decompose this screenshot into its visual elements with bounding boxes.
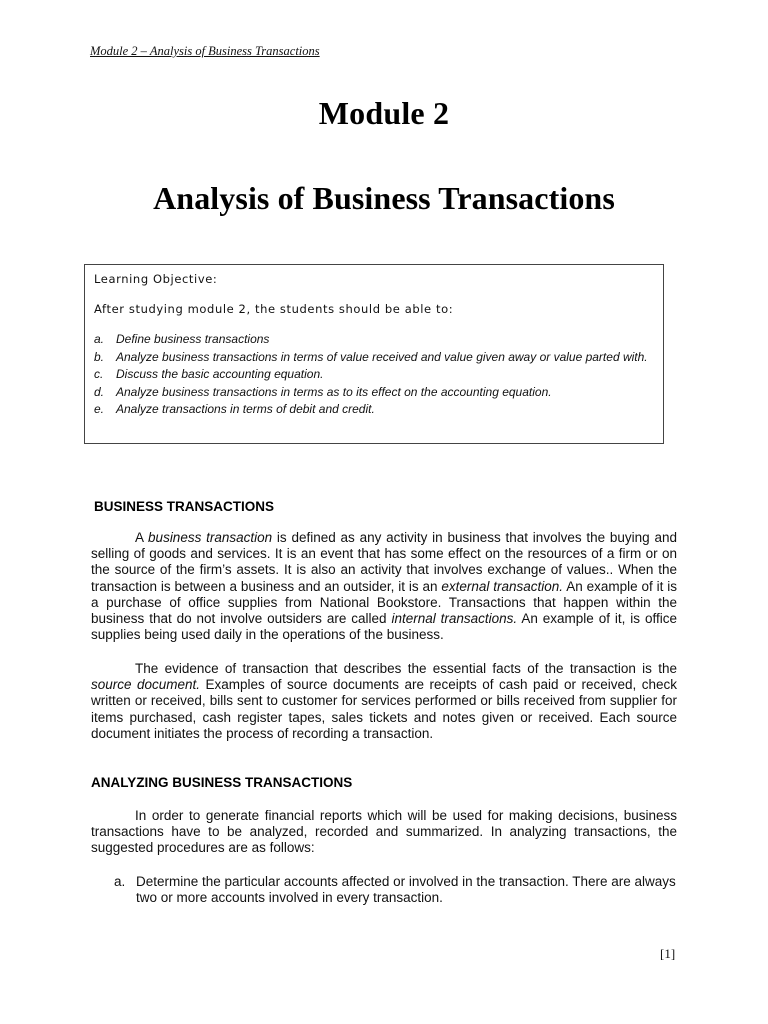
list-item-text: Analyze business transactions in terms as to its effect on the accounting equation. — [116, 384, 552, 399]
list-item — [114, 874, 680, 906]
list-item-letter: a. — [94, 332, 105, 346]
paragraph-analyzing — [91, 808, 677, 857]
list-item — [94, 366, 655, 384]
list-item-letter: b. — [94, 349, 105, 364]
module-title: Module 2 — [318, 95, 450, 131]
list-item-letter: a. — [114, 874, 126, 889]
learning-objective-box — [84, 264, 664, 444]
list-item-text: Analyze transactions in terms of debit and credit. — [116, 402, 375, 416]
paragraph-source-document — [91, 661, 677, 742]
list-item-text: Discuss the basic accounting equation. — [116, 367, 324, 381]
section-heading-analyzing: ANALYZING BUSINESS TRANSACTIONS — [91, 775, 353, 790]
list-item — [94, 384, 655, 402]
objective-label: Learning Objective: — [94, 272, 218, 286]
text-run: In order to generate financial reports which will be used for making decisions, business transactions have to be analyzed, recorded and summarized. In analyzing transactions, the suggested procedures are as follows: — [91, 808, 677, 856]
term-internal-transactions: internal transactions. — [391, 611, 518, 627]
term-business-transaction: business transaction — [148, 530, 273, 545]
list-item — [94, 401, 655, 419]
objective-intro: After studying module 2, the students should be able to: — [94, 302, 454, 316]
list-item-letter: d. — [94, 384, 105, 399]
list-item-letter: e. — [94, 402, 105, 416]
page-number: [1] — [660, 946, 676, 961]
text-run: The evidence of transaction that describes the essential facts of the transaction is the — [135, 661, 677, 676]
term-external-transaction: external transaction. — [441, 578, 564, 594]
text-run: is defined as any activity in business that involves the buying and selling of goods and services. It is an event that has some effect on the resources of a firm or on the source of the firm’s assets. It is also an activity that involves exchange of values.. When the transaction is between a business and an outsider, it is an — [91, 530, 678, 594]
list-item-text: Analyze business transactions in terms of value received and value given away or value parted with. — [116, 349, 648, 364]
section-heading-business-transactions: BUSINESS TRANSACTIONS — [94, 499, 275, 514]
text-run: Examples of source documents are receipts of cash paid or received, check written or received, bills sent to customer for services performed or bills received from supplier for items purchased, cash register tapes, sales tickets and notes given or received. Each source document initiates the process of recording a transaction. — [91, 677, 677, 741]
page-title: Analysis of Business Transactions — [153, 180, 615, 216]
list-item — [94, 349, 655, 367]
text-run: An example of it is a purchase of office supplies from National Bookstore. Transactions that happen within the business that do not involve outsiders are called — [91, 578, 677, 627]
list-item — [94, 331, 655, 349]
text-run: An example of it, is office supplies being used daily in the operations of the business. — [91, 611, 677, 643]
text-run: A — [135, 530, 149, 545]
objective-list — [94, 331, 655, 419]
running-header: Module 2 – Analysis of Business Transactions — [90, 44, 320, 58]
term-source-document: source document. — [91, 677, 201, 693]
list-item-letter: c. — [94, 367, 104, 381]
paragraph-business-transaction — [91, 530, 677, 643]
list-item-text: Determine the particular accounts affected or involved in the transaction. There are always two or more accounts involved in every transaction. — [136, 874, 676, 906]
list-item-text: Define business transactions — [116, 332, 270, 346]
